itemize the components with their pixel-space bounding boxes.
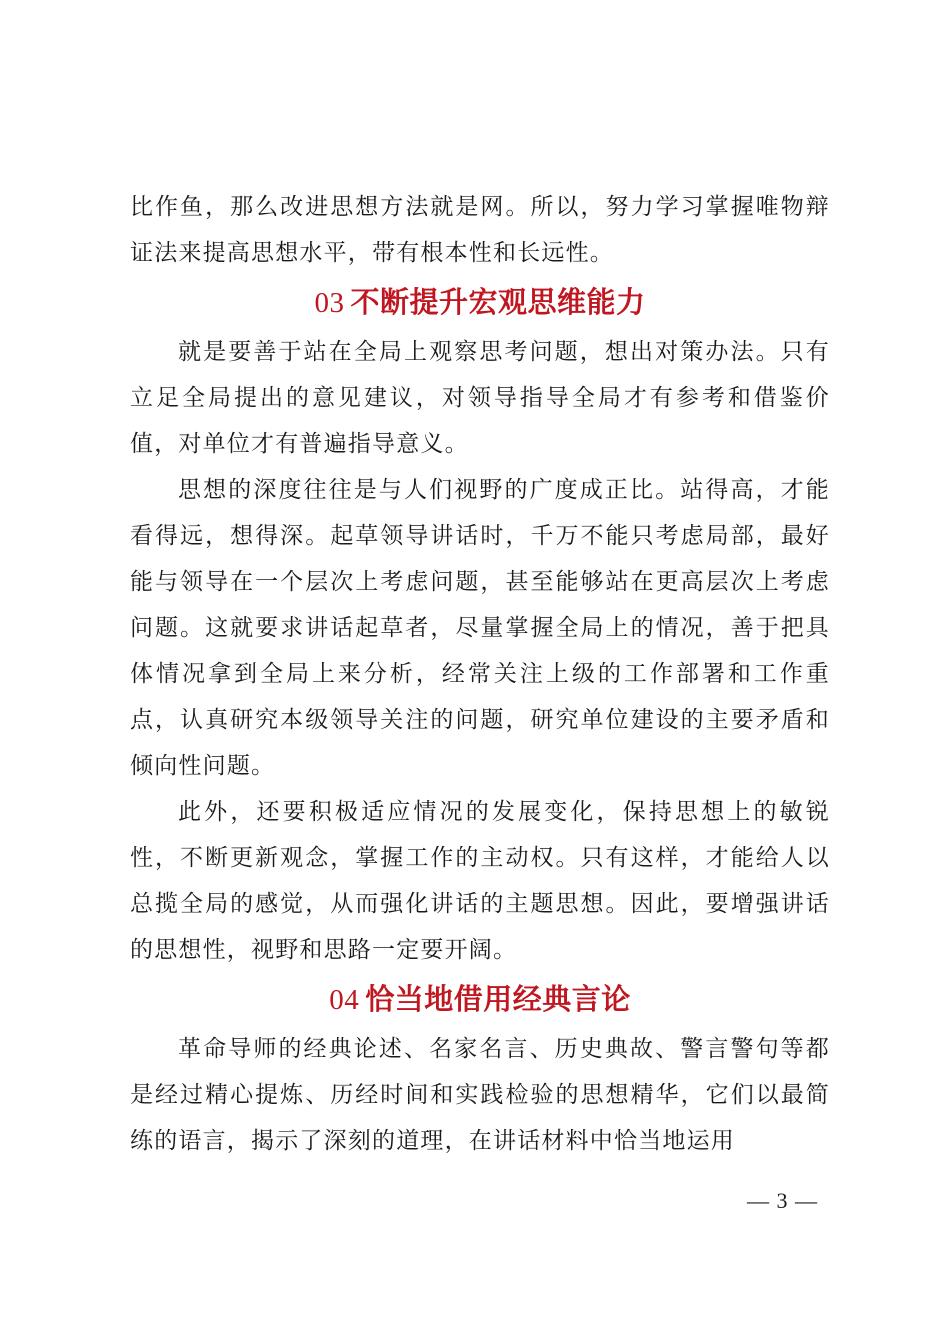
- document-body: [130, 184, 830, 1164]
- section-title: 不断提升宏观思维能力: [350, 285, 646, 319]
- paragraph-continued: 比作鱼，那么改进思想方法就是网。所以，努力学习掌握唯物辩证法来提高思想水平，带有根本性和长远性。: [130, 194, 830, 266]
- paragraph: 革命导师的经典论述、名家名言、历史典故、警言警句等都是经过精心提炼、历经时间和实践检验的思想精华，它们以最简练的语言，揭示了深刻的道理，在讲话材料中恰当地运用: [130, 1036, 830, 1154]
- paragraph: 此外，还要积极适应情况的发展变化，保持思想上的敏锐性，不断更新观念，掌握工作的主动权。只有这样，才能给人以总揽全局的感觉，从而强化讲话的主题思想。因此，要增强讲话的思想性，视野和思路一定要开阔。: [130, 799, 830, 963]
- section-title: 恰当地借用经典言论: [365, 982, 631, 1016]
- page-number: — 3 —: [747, 1188, 818, 1213]
- paragraph: 思想的深度往往是与人们视野的广度成正比。站得高，才能看得远，想得深。起草领导讲话时，千万不能只考虑局部，最好能与领导在一个层次上考虑问题，甚至能够站在更高层次上考虑问题。这就要求讲话起草者，尽量掌握全局上的情况，善于把具体情况拿到全局上来分析，经常关注上级的工作部署和工作重点，认真研究本级领导关注的问题，研究单位建设的主要矛盾和倾向性问题。: [130, 477, 830, 779]
- section-heading-03: [130, 276, 830, 329]
- section-number: 03: [314, 287, 345, 319]
- paragraph: 就是要善于站在全局上观察思考问题，想出对策办法。只有立足全局提出的意见建议，对领导指导全局才有参考和借鉴价值，对单位才有普遍指导意义。: [130, 339, 830, 457]
- section-number: 04: [329, 984, 360, 1016]
- section-heading-04: [130, 973, 830, 1026]
